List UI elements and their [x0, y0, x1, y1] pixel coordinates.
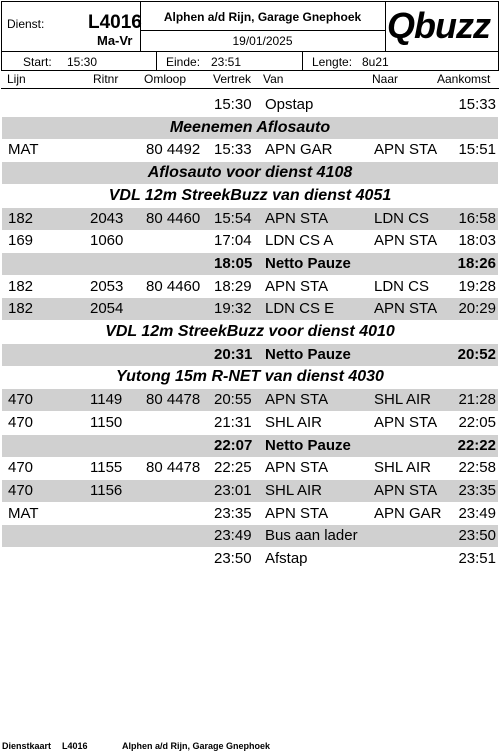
table-row: [2, 503, 498, 525]
col-naar: Naar: [372, 72, 399, 86]
cell-aankomst: 22:22: [457, 436, 496, 454]
einde-label: Einde:: [166, 55, 201, 69]
pause-row: [2, 435, 498, 457]
table-row: [2, 230, 498, 252]
col-van: Van: [263, 72, 284, 86]
section-row: [2, 321, 498, 343]
cell-vertrek: 19:32: [214, 300, 252, 318]
table-row: [2, 208, 498, 230]
cell-van: LDN CS A: [265, 232, 334, 250]
section-row: [2, 185, 498, 207]
table-row: [2, 548, 498, 570]
col-lijn: Lijn: [7, 72, 26, 86]
footer-code: L4016: [62, 741, 88, 751]
col-ritnr: Ritnr: [93, 72, 119, 86]
einde-value: 23:51: [211, 55, 242, 69]
cell-aankomst: 22:58: [458, 459, 496, 477]
cell-vertrek: 17:04: [214, 232, 252, 250]
table-row: [2, 525, 498, 547]
cell-vertrek: 23:49: [214, 527, 252, 545]
cell-lijn: 470: [8, 391, 34, 409]
cell-lijn: 182: [8, 209, 34, 227]
cell-lijn: MAT: [8, 504, 39, 522]
cell-ritnr: 1156: [90, 481, 123, 499]
cell-vertrek: 15:54: [214, 209, 252, 227]
cell-van: LDN CS E: [265, 300, 335, 318]
cell-naar: LDN CS: [374, 277, 430, 295]
section-row: [2, 117, 498, 139]
cell-van: Netto Pauze: [265, 436, 351, 454]
cell-lijn: 169: [8, 232, 34, 250]
pause-row: [2, 253, 498, 275]
cell-omloop: 80 4492: [146, 141, 201, 159]
cell-van: SHL AIR: [265, 481, 322, 499]
section-title: Aflosauto voor dienst 4108: [147, 164, 353, 182]
cell-vertrek: 21:31: [214, 413, 252, 431]
cell-vertrek: 20:55: [214, 391, 252, 409]
section-title: VDL 12m StreekBuzz van dienst 4051: [108, 186, 392, 204]
section-title: Meenemen Aflosauto: [169, 118, 331, 136]
dienst-days: Ma-Vr: [97, 33, 133, 48]
cell-aankomst: 15:33: [458, 96, 496, 113]
footer-location: Alphen a/d Rijn, Garage Gnephoek: [122, 741, 271, 751]
qbuzz-logo: Qbuzz: [387, 5, 490, 46]
cell-van: SHL AIR: [265, 413, 322, 431]
footer-label: Dienstkaart: [2, 741, 52, 751]
cell-vertrek: 22:07: [214, 436, 253, 454]
cell-lijn: 470: [8, 459, 34, 477]
pause-row: [2, 344, 498, 366]
cell-van: Opstap: [265, 96, 314, 113]
cell-omloop: 80 4478: [146, 391, 201, 409]
cell-aankomst: 15:51: [458, 141, 496, 159]
section-row: [2, 366, 498, 388]
table-row: [2, 457, 498, 479]
col-omloop: Omloop: [144, 72, 187, 86]
cell-vertrek: 23:35: [214, 504, 252, 522]
cell-aankomst: 22:05: [458, 413, 496, 431]
cell-aankomst: 21:28: [458, 391, 496, 409]
cell-van: Netto Pauze: [265, 345, 351, 363]
cell-ritnr: 1060: [90, 232, 124, 250]
col-aankomst: Aankomst: [437, 72, 491, 86]
cell-lijn: MAT: [8, 141, 39, 159]
cell-vertrek: 22:25: [214, 459, 252, 477]
start-label: Start:: [23, 55, 52, 69]
cell-lijn: 470: [8, 413, 34, 431]
cell-ritnr: 2054: [90, 300, 124, 318]
cell-ritnr: 1149: [90, 391, 123, 409]
header-underline: [1, 88, 499, 89]
cell-ritnr: 2043: [90, 209, 124, 227]
cell-naar: APN STA: [374, 413, 438, 431]
cell-ritnr: 2053: [90, 277, 124, 295]
dienst-label: Dienst:: [7, 17, 45, 31]
cell-aankomst: 18:26: [457, 254, 496, 272]
cell-aankomst: 23:49: [458, 504, 496, 522]
table-row: [2, 480, 498, 502]
cell-van: APN GAR: [265, 141, 333, 159]
table-row: [2, 412, 498, 434]
cell-vertrek: 15:33: [214, 141, 252, 159]
table-row: [2, 298, 498, 320]
cell-naar: APN STA: [374, 481, 438, 499]
cell-aankomst: 23:35: [458, 481, 496, 499]
cell-ritnr: 1150: [90, 413, 123, 431]
cell-vertrek: 15:30: [214, 96, 252, 113]
cell-aankomst: 23:51: [458, 550, 496, 567]
cell-vertrek: 23:01: [214, 481, 252, 499]
cell-aankomst: 16:58: [458, 209, 496, 227]
cell-vertrek: 18:05: [214, 254, 253, 272]
cell-omloop: 80 4460: [146, 209, 201, 227]
cell-omloop: 80 4460: [146, 277, 201, 295]
cell-van: APN STA: [265, 391, 329, 409]
cell-van: Netto Pauze: [265, 254, 351, 272]
cell-van: APN STA: [265, 459, 329, 477]
cell-naar: SHL AIR: [374, 459, 431, 477]
cell-ritnr: 1155: [90, 459, 123, 477]
cell-van: Bus aan lader: [265, 527, 358, 545]
cell-naar: SHL AIR: [374, 391, 431, 409]
cell-naar: APN STA: [374, 300, 438, 318]
cell-aankomst: 20:52: [457, 345, 496, 363]
lengte-label: Lengte:: [312, 55, 353, 69]
location-title: Alphen a/d Rijn, Garage Gnephoek: [163, 10, 362, 24]
cell-van: APN STA: [265, 277, 329, 295]
cell-vertrek: 18:29: [214, 277, 252, 295]
date-value: 19/01/2025: [232, 34, 293, 48]
section-title: VDL 12m StreekBuzz voor dienst 4010: [105, 323, 395, 340]
cell-aankomst: 18:03: [458, 232, 496, 250]
table-row: [2, 94, 498, 116]
cell-aankomst: 23:50: [458, 527, 496, 545]
cell-van: APN STA: [265, 504, 329, 522]
table-row: [2, 389, 498, 411]
cell-omloop: 80 4478: [146, 459, 201, 477]
cell-vertrek: 20:31: [214, 345, 253, 363]
dienst-code: L4016: [88, 12, 142, 33]
cell-lijn: 182: [8, 300, 34, 318]
col-vertrek: Vertrek: [213, 72, 252, 86]
section-row: [2, 162, 498, 184]
cell-naar: LDN CS: [374, 209, 430, 227]
start-value: 15:30: [67, 55, 98, 69]
cell-naar: APN GAR: [374, 504, 442, 522]
section-title: Yutong 15m R-NET van dienst 4030: [116, 368, 384, 386]
cell-vertrek: 23:50: [214, 550, 252, 567]
cell-van: Afstap: [265, 550, 308, 567]
cell-aankomst: 20:29: [458, 300, 496, 318]
lengte-value: 8u21: [362, 55, 389, 69]
cell-naar: APN STA: [374, 141, 438, 159]
table-row: [2, 276, 498, 298]
cell-lijn: 182: [8, 277, 34, 295]
cell-naar: APN STA: [374, 232, 438, 250]
cell-aankomst: 19:28: [458, 277, 496, 295]
table-row: [2, 139, 498, 161]
cell-lijn: 470: [8, 481, 34, 499]
cell-van: APN STA: [265, 209, 329, 227]
